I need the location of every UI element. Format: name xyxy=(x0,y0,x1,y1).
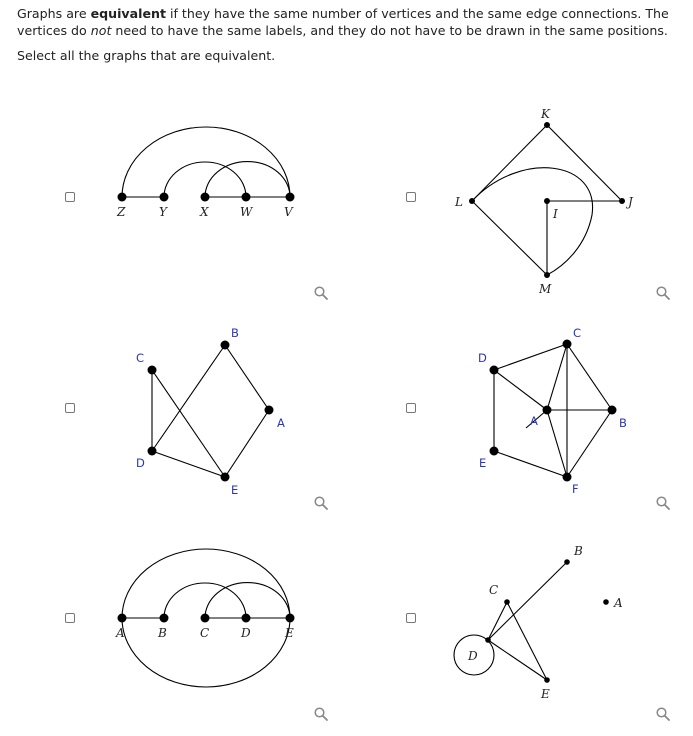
graph-5-label-e: E xyxy=(285,626,294,640)
graph-3-label-c: C xyxy=(136,351,145,365)
graph-1-label-y: Y xyxy=(159,205,167,219)
graph-4-label-d: D xyxy=(478,351,487,365)
graph-1-label-v: V xyxy=(284,205,293,219)
graph-3-label-e: E xyxy=(231,483,239,497)
graph-2-label-m: M xyxy=(539,282,552,296)
graph-1-label-x: X xyxy=(200,205,209,219)
graph-4-label-b: B xyxy=(619,416,627,430)
graph-5-label-a: A xyxy=(116,626,125,640)
graph-6-edge-b-d xyxy=(488,562,567,640)
graph-2-label-j: J xyxy=(628,195,633,209)
graph-6-label-b: B xyxy=(574,544,583,558)
graph-6-vertex-e xyxy=(544,677,550,683)
graph-6-edge-c-e xyxy=(507,602,547,680)
graph-6-label-d: D xyxy=(468,649,478,663)
instruction-text: Graphs are equivalent if they have the same number of vertices and the same edge connections. The vertices do not need to have the same labels, and they do not have to be drawn in the same positions. xyxy=(17,6,669,38)
graph-1-label-w: W xyxy=(240,205,253,219)
select-all-instruction: Select all the graphs that are equivalent. xyxy=(17,48,276,63)
graph-3-label-d: D xyxy=(136,456,145,470)
graph-5-label-c: C xyxy=(200,626,210,640)
graph-6-vertex-d xyxy=(485,637,491,643)
graph-4-label-a: A xyxy=(530,414,538,428)
graph-6-vertex-c xyxy=(504,599,510,605)
graph-6-edge-c-d xyxy=(488,602,507,640)
graph-5-label-b: B xyxy=(158,626,167,640)
graph-2-label-k: K xyxy=(541,107,550,121)
graph-6-label-e: E xyxy=(541,687,550,701)
graph-2-label-l: L xyxy=(455,195,463,209)
graph-4-label-e: E xyxy=(479,456,487,470)
graph-3-label-a: A xyxy=(277,416,285,430)
graph-6-vertex-a xyxy=(603,599,609,605)
graph-1-label-z: Z xyxy=(117,205,126,219)
graph-4-label-f: F xyxy=(572,482,579,496)
graph-6-edge-d-e xyxy=(488,640,547,680)
graph-5-label-d: D xyxy=(241,626,251,640)
graph-3-label-b: B xyxy=(231,326,239,340)
graph-6-label-a: A xyxy=(614,596,623,610)
graph-6-label-c: C xyxy=(489,583,499,597)
graph-4-label-c: C xyxy=(573,326,582,340)
graph-6-vertex-b xyxy=(564,559,570,565)
graph-2-label-i: I xyxy=(553,207,558,221)
